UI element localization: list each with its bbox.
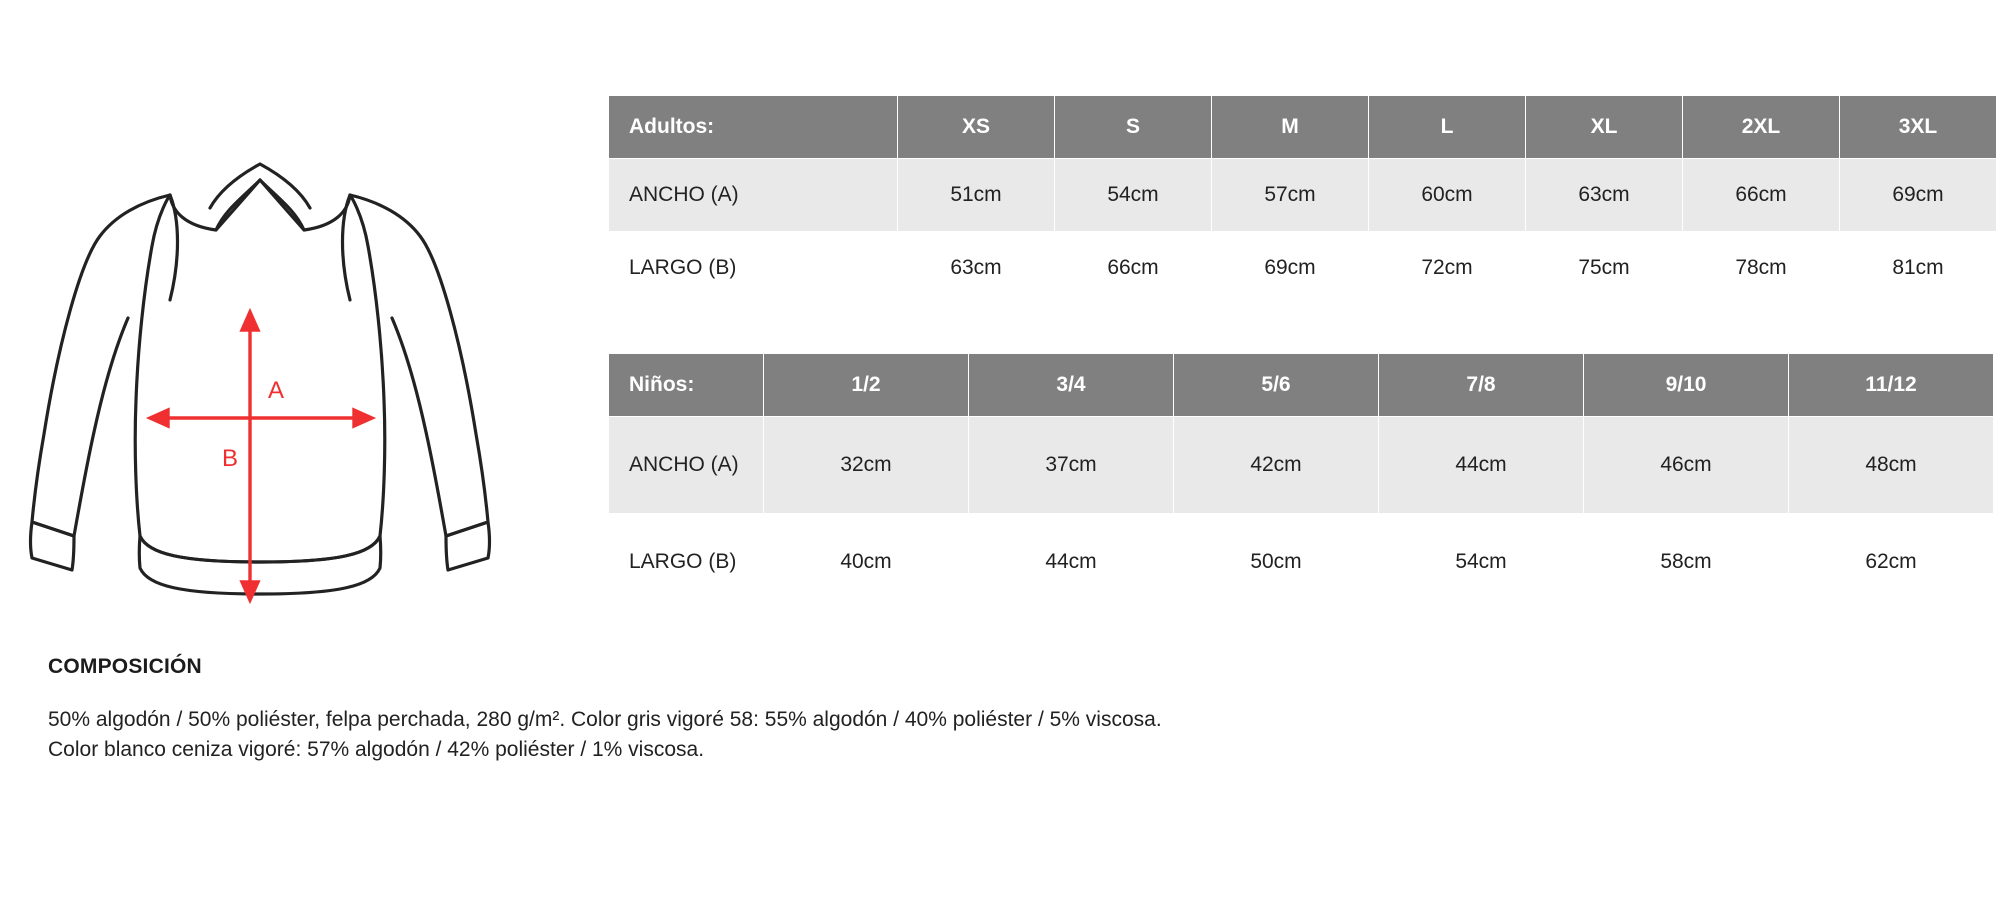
kids-width-3-4: 37cm <box>969 417 1174 514</box>
adults-width-m: 57cm <box>1212 159 1369 232</box>
adults-length-3xl: 81cm <box>1840 232 1997 305</box>
adults-header-label: Adultos: <box>609 96 898 159</box>
adults-length-xl: 75cm <box>1526 232 1683 305</box>
composition-section <box>48 655 1298 766</box>
kids-length-3-4: 44cm <box>969 514 1174 611</box>
kids-row-length-label: LARGO (B) <box>609 514 764 611</box>
adults-length-xs: 63cm <box>898 232 1055 305</box>
kids-header-size-7-8: 7/8 <box>1379 354 1584 417</box>
body-outline <box>135 180 385 562</box>
kids-width-11-12: 48cm <box>1789 417 1994 514</box>
adults-table-header <box>609 96 1997 159</box>
kids-table-body <box>609 417 1994 611</box>
right-cuff <box>446 522 490 570</box>
kids-header-size-1-2: 1/2 <box>764 354 969 417</box>
adults-length-l: 72cm <box>1369 232 1526 305</box>
adults-length-2xl: 78cm <box>1683 232 1840 305</box>
garment-illustration <box>20 150 580 610</box>
adults-size-table <box>608 95 1997 305</box>
length-arrow-head-top <box>242 312 258 330</box>
kids-width-1-2: 32cm <box>764 417 969 514</box>
adults-length-m: 69cm <box>1212 232 1369 305</box>
adults-width-xs: 51cm <box>898 159 1055 232</box>
adults-header-row <box>609 96 1997 159</box>
adults-width-l: 60cm <box>1369 159 1526 232</box>
adults-header-size-s: S <box>1055 96 1212 159</box>
composition-title: COMPOSICIÓN <box>48 655 202 678</box>
sweatshirt-svg <box>20 150 580 610</box>
length-label: B <box>222 445 239 472</box>
kids-size-table <box>608 353 1994 611</box>
adults-header-size-xl: XL <box>1526 96 1683 159</box>
width-arrow-head-right <box>354 410 372 426</box>
kids-row-width-label: ANCHO (A) <box>609 417 764 514</box>
kids-header-row <box>609 354 1994 417</box>
kids-length-7-8: 54cm <box>1379 514 1584 611</box>
length-arrow-head-bottom <box>242 582 258 600</box>
kids-table-header <box>609 354 1994 417</box>
adults-row-width-label: ANCHO (A) <box>609 159 898 232</box>
collar-outer <box>210 164 310 208</box>
kids-length-5-6: 50cm <box>1174 514 1379 611</box>
left-cuff <box>31 522 75 570</box>
adults-width-2xl: 66cm <box>1683 159 1840 232</box>
kids-header-size-5-6: 5/6 <box>1174 354 1379 417</box>
left-sleeve-outline <box>32 195 170 536</box>
adults-width-xl: 63cm <box>1526 159 1683 232</box>
kids-length-11-12: 62cm <box>1789 514 1994 611</box>
adults-table-body <box>609 159 1997 305</box>
kids-width-5-6: 42cm <box>1174 417 1379 514</box>
kids-width-9-10: 46cm <box>1584 417 1789 514</box>
adults-header-size-l: L <box>1369 96 1526 159</box>
table-row <box>609 417 1994 514</box>
kids-header-label: Niños: <box>609 354 764 417</box>
adults-header-size-m: M <box>1212 96 1369 159</box>
kids-header-size-3-4: 3/4 <box>969 354 1174 417</box>
adults-header-size-3xl: 3XL <box>1840 96 1997 159</box>
kids-header-size-11-12: 11/12 <box>1789 354 1994 417</box>
right-sleeve-outline <box>350 195 488 536</box>
table-row <box>609 514 1994 611</box>
collar-inner <box>216 180 304 230</box>
waistband <box>139 536 381 594</box>
kids-width-7-8: 44cm <box>1379 417 1584 514</box>
adults-row-length-label: LARGO (B) <box>609 232 898 305</box>
width-arrow-head-left <box>150 410 168 426</box>
size-tables <box>608 95 1978 611</box>
table-row <box>609 159 1997 232</box>
kids-length-1-2: 40cm <box>764 514 969 611</box>
adults-length-s: 66cm <box>1055 232 1212 305</box>
adults-header-size-2xl: 2XL <box>1683 96 1840 159</box>
adults-header-size-xs: XS <box>898 96 1055 159</box>
adults-width-s: 54cm <box>1055 159 1212 232</box>
kids-header-size-9-10: 9/10 <box>1584 354 1789 417</box>
composition-text: 50% algodón / 50% poliéster, felpa perchada, 280 g/m². Color gris vigoré 58: 55% algodón / 40% poliéster / 5% viscosa. Color blanco ceniza vigoré: 57% algodón / 42% poliéster / 1% viscosa. <box>48 708 1162 762</box>
adults-width-3xl: 69cm <box>1840 159 1997 232</box>
table-row <box>609 232 1997 305</box>
width-label: A <box>268 377 285 404</box>
kids-length-9-10: 58cm <box>1584 514 1789 611</box>
